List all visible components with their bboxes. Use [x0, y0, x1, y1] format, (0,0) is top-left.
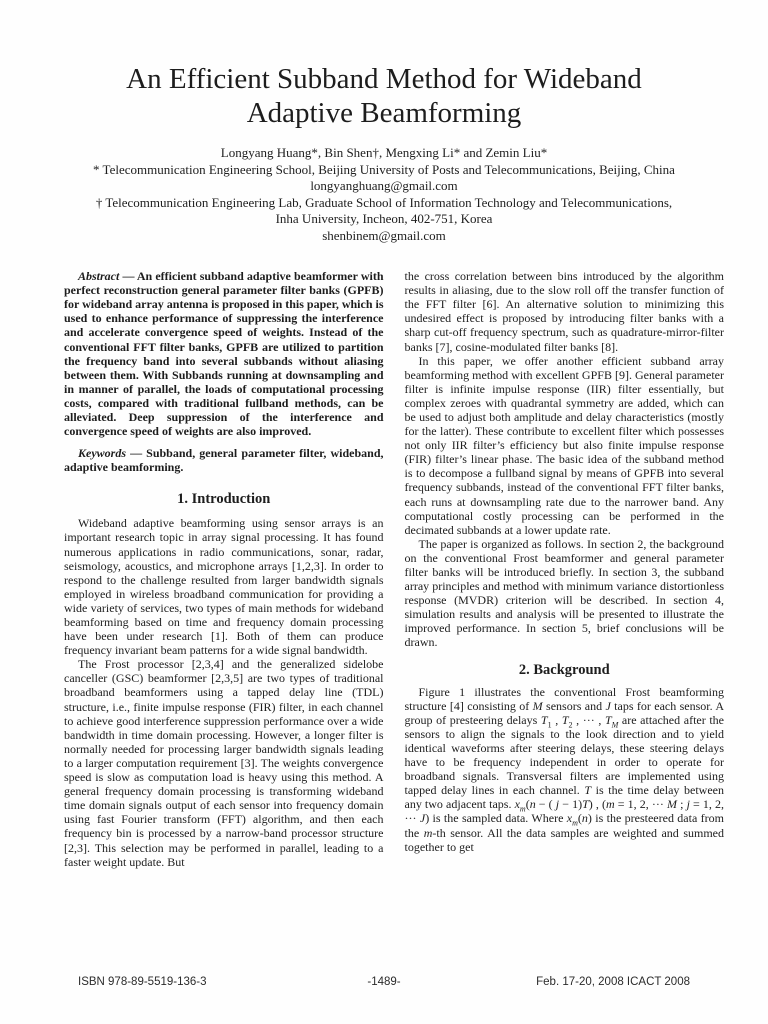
- keywords-text: — Subband, general parameter filter, wideband, adaptive beamforming.: [64, 446, 384, 475]
- authors-line: Longyang Huang*, Bin Shen†, Mengxing Li* and Zemin Liu*: [220, 145, 548, 160]
- affiliation-school-1: * Telecommunication Engineering School, Beijing University of Posts and Telecommunications, Beijing, China: [93, 162, 675, 177]
- affiliations-block: [0, 162, 768, 244]
- affiliation-school-2: † Telecommunication Engineering Lab, Graduate School of Information Technology and Telecommunications,: [95, 194, 673, 210]
- intro-paragraph-2-continued: the cross correlation between bins introduced by the algorithm results in aliasing, due to the slow roll off the transfer function of the FFT filter [6]. An alternative solution to minimizing this undesired effect is proposed by introducing filter banks with a sharp cut-off frequency spectrum, such as quadrature-mirror-filter banks [7], cosine-modulated filter banks [8].: [404, 269, 724, 354]
- section-heading-introduction: 1. Introduction: [177, 491, 271, 508]
- section-heading-background: 2. Background: [518, 661, 610, 678]
- author-email-2: shenbinem@gmail.com: [322, 227, 446, 243]
- background-paragraph-1: Figure 1 illustrates the conventional Frost beamforming structure [4] consisting of M sensors and J taps for each sensor. A group of presteering delays $T_1$ , $T_2$ , ··· , $T_M$ are attached after the sensors to align the signals to the look direction and to yield identical waveforms after steering delays, these steering delays have to be frequency independent in order to operate for broadband signals. Transversal filters are implemented using tapped delay lines in each channel. T is the time delay between any two adjacent taps. $x_m(n$ − ( j − 1)T) , (m = 1, 2, ··· M ; j = 1, 2, ··· J) is the sampled data. Where $x_m(n)$ is the presteered data from the m-th sensor. All the data samples are weighted and summed together to get: [404, 684, 724, 854]
- intro-paragraph-1: Wideband adaptive beamforming using sensor arrays is an important research topic in array signal processing. It has found numerous applications in radio communications, sonar, radar, seismology, acoustics, and microphone arrays [1,2,3]. In order to respond to the challenge resulted from larger bandwidth signals employed in wireless broadband communication for providing a wide variety of services, two types of main methods for wideband beamforming based on time and frequency domain processing have been under research [1]. Both of them can produce frequency invariant beam patterns for a wide signal bandwidth.: [64, 516, 384, 658]
- footer-page-number: -1489-: [367, 976, 401, 988]
- author-email-1: longyanghuang@gmail.com: [310, 178, 458, 194]
- keywords-paragraph: [64, 446, 384, 474]
- intro-paragraph-3: In this paper, we offer another efficient subband array beamforming method with excellent GPFB [9]. General parameter filter is infinite impulse response (IIR) filter essentially, but complex zeroes with quadrantal symmetry are added, which can be used to adjust both amplitude and delay characteristics (mostly for the latter). These contribute to excellent filter which possesses not only IIR filter’s efficiency but also finite impulse response (FIR) filter’s linear phase. The basic idea of the subband method is to decompose a fullband signal by means of GPFB into several frequency subbands, instead of the conventional FFT filter banks, each runs at downsampling rate due to the narrower band. Any computational costly processing can be performed in the decimated subbands at a lower update rate.: [404, 353, 724, 537]
- two-column-body: [64, 269, 724, 869]
- intro-paragraph-2: The Frost processor [2,3,4] and the generalized sidelobe canceller (GSC) beamformer [2,3,5] are two types of traditional broadband beamformers using a tapped delay line (TDL) structure, i.e., finite impulse response (FIR) filter, in each channel to achieve good interference suppression performance over a wide bandwidth in time domain processing. However, a longer filter is normally needed for processing larger bandwidth signals leading to a larger computation requirement [3]. The weights convergence speed is slow as computation load is heavy using this method. A general frequency domain processing is transforming wideband time domain signals output of each sensor into frequency domain using fast Fourier transform (FFT) algorithm, and then each frequency bin is processed by a narrow-band processor structure [2,3]. This selection may be performed in parallel, leading to a faster weight update. But: [64, 657, 384, 869]
- footer-isbn: ISBN 978-89-5519-136-3: [78, 976, 207, 988]
- footer-conference-date: Feb. 17-20, 2008 ICACT 2008: [536, 976, 690, 988]
- affiliation-address-2: Inha University, Incheon, 402-751, Korea: [275, 211, 493, 227]
- left-column: [64, 269, 384, 869]
- right-column: [405, 269, 725, 869]
- paper-header: [0, 0, 768, 244]
- abstract-text: — An efficient subband adaptive beamformer with perfect reconstruction general parameter filter banks (GPFB) for wideband array antenna is proposed in this paper, which is used to enhance performance of suppressing the interference and accelerate convergence speed of weights. Instead of the conventional FFT filter banks, GPFB are utilized to partition the frequency band into several subbands without aliasing between them. With Subbands running at downsampling and in manner of parallel, the loads of computational processing costs, compared with traditional fullband methods, can be alleviated. Deep suppression of the interference and convergence speed of weights are also improved.: [64, 269, 384, 439]
- paper-title: An Efficient Subband Method for Wideband Adaptive Beamforming: [126, 63, 642, 129]
- abstract-label: Abstract: [78, 269, 120, 284]
- intro-paragraph-4: The paper is organized as follows. In section 2, the background on the conventional Frost beamformer and general parameter filter banks will be introduced briefly. In section 3, the subband array principles and method with minimum variance distortionless response (MVDR) criterion will be described. In section 4, simulation results and analysis will be presented to illustrate the improved performance. In section 5, brief conclusions will be drawn.: [404, 536, 724, 650]
- page-footer: [0, 976, 768, 992]
- abstract-paragraph: [64, 269, 384, 438]
- keywords-label: Keywords: [78, 446, 126, 461]
